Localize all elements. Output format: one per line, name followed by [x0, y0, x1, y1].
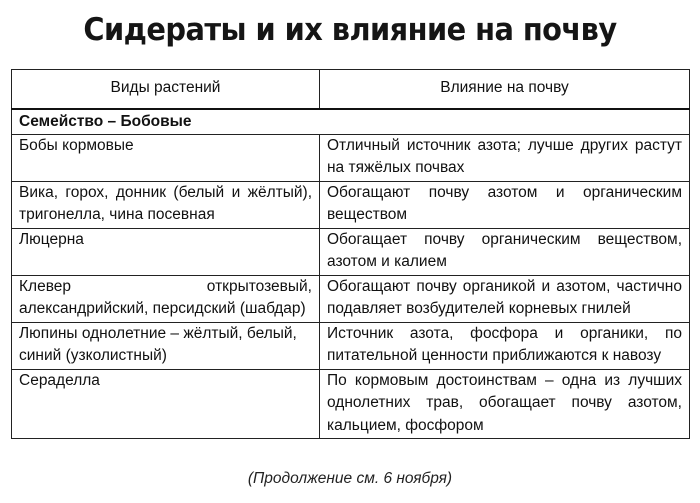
group-label: Семейство – Бобовые — [12, 109, 690, 134]
effect-cell: Отличный источник азота; лучше других растут на тяжёлых почвах — [320, 134, 690, 181]
plant-cell: Клевер открытозевый, александрийский, персидский (шабдар) — [12, 275, 320, 322]
effect-cell: Обогащают почву азотом и органическим веществом — [320, 181, 690, 228]
effect-cell: Обогащают почву органикой и азотом, частично подавляет возбудителей корневых гнилей — [320, 275, 690, 322]
table-row — [12, 181, 690, 228]
table-row — [12, 369, 690, 439]
header-plant-types: Виды растений — [12, 70, 320, 110]
plant-cell: Бобы кормовые — [12, 134, 320, 181]
header-soil-effect: Влияние на почву — [320, 70, 690, 110]
effect-cell: Источник азота, фосфора и органики, по питательной ценности приближаются к навозу — [320, 322, 690, 369]
table-row — [12, 228, 690, 275]
continuation-note: (Продолжение см. 6 ноября) — [247, 470, 453, 487]
table-row — [12, 134, 690, 181]
plant-cell: Люпины однолетние – жёлтый, белый, синий (узколистный) — [12, 322, 320, 369]
table-row — [12, 275, 690, 322]
group-row — [12, 109, 690, 134]
plant-cell: Сераделла — [12, 369, 320, 439]
effect-cell: По кормовым достоинствам – одна из лучших однолетних трав, обогащает почву азотом, кальцием, фосфором — [320, 369, 690, 439]
plant-cell: Вика, горох, донник (белый и жёлтый), тригонелла, чина посевная — [12, 181, 320, 228]
plant-cell: Люцерна — [12, 228, 320, 275]
table-header-row — [12, 70, 690, 110]
effect-cell: Обогащает почву органическим веществом, азотом и калием — [320, 228, 690, 275]
table-row — [12, 322, 690, 369]
green-manure-table — [11, 69, 690, 439]
page-title: Сидераты и их влияние на почву — [83, 12, 617, 48]
